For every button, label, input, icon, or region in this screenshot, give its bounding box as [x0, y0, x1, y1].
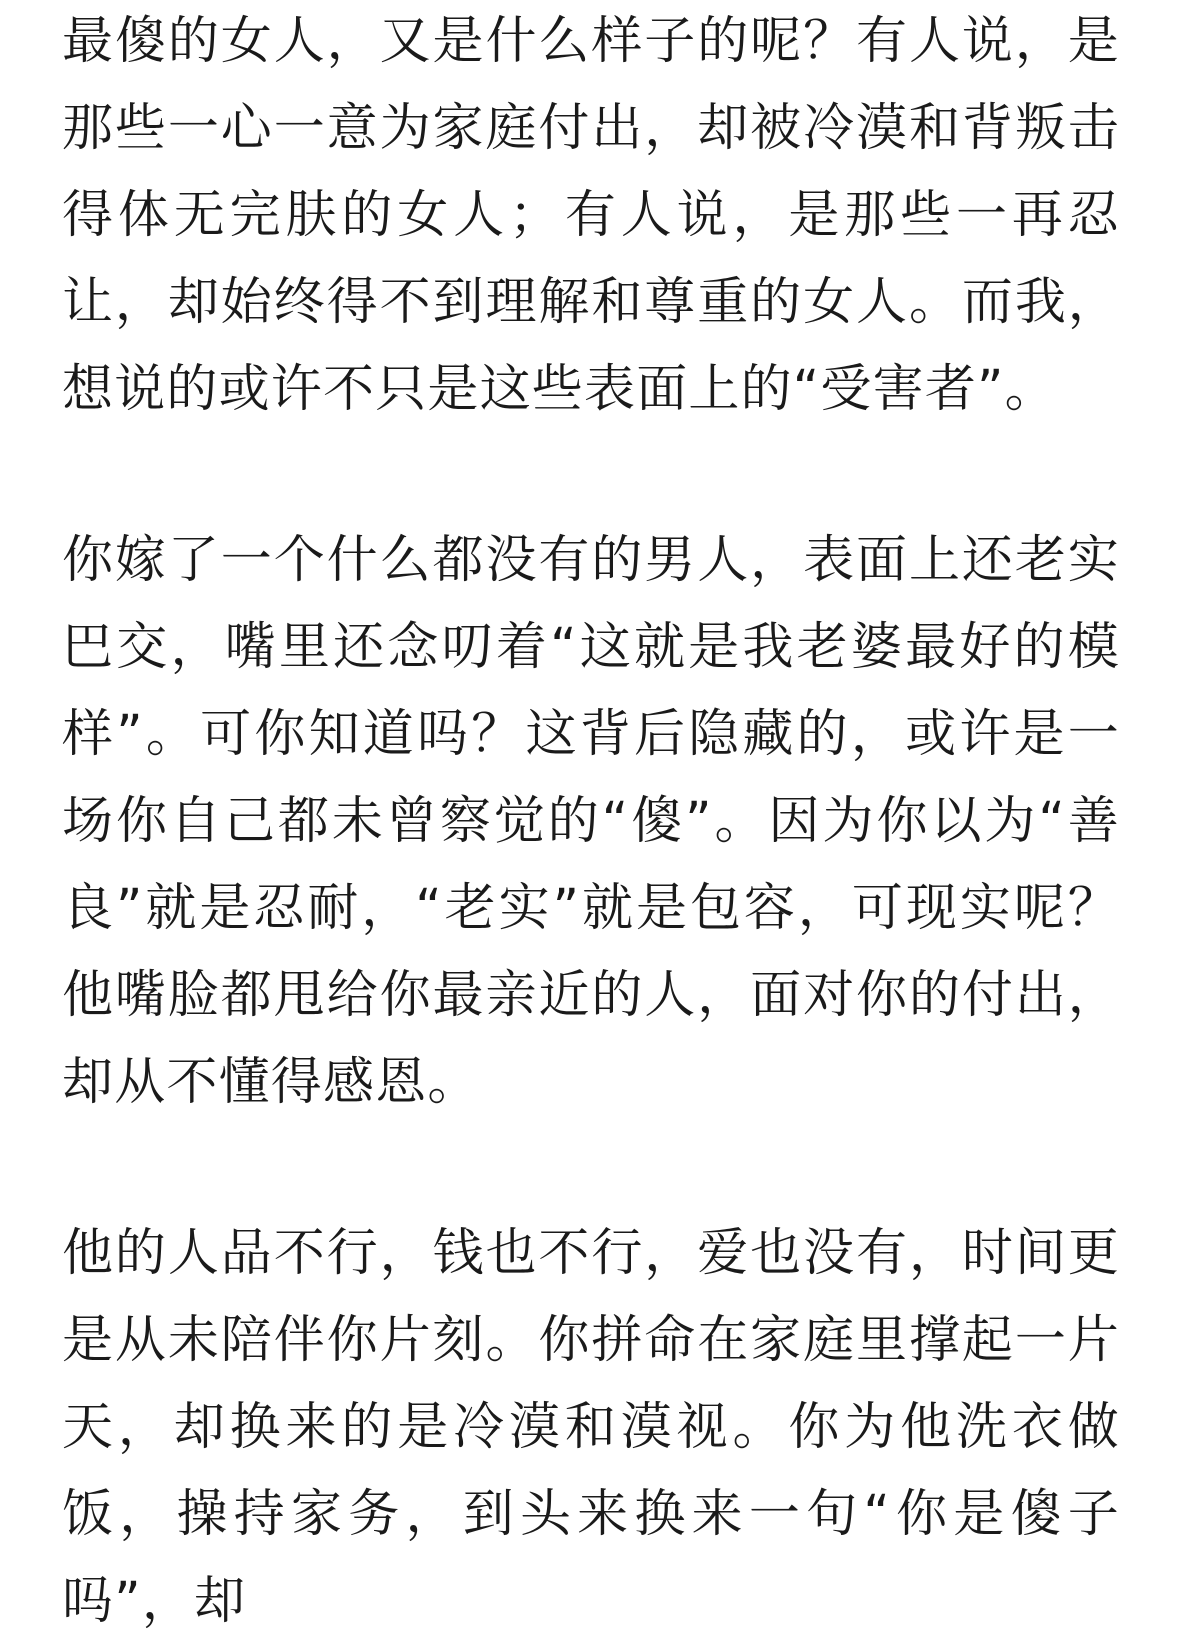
paragraph-3: 他的人品不行，钱也不行，爱也没有，时间更是从未陪伴你片刻。你拼命在家庭里撑起一片天，却换来的是冷漠和漠视。你为他洗衣做饭，操持家务，到头来换来一句“你是傻子吗”，却 — [62, 1224, 1120, 1631]
paragraph-1: 最傻的女人，又是什么样子的呢？有人说，是那些一心一意为家庭付出，却被冷漠和背叛击得体无完肤的女人；有人说，是那些一再忍让，却始终得不到理解和尊重的女人。而我，想说的或许不只是这些表面上的“受害者”。 — [62, 12, 1120, 419]
article-body — [62, 0, 1120, 1645]
paragraph-2: 你嫁了一个什么都没有的男人，表面上还老实巴交，嘴里还念叨着“这就是我老婆最好的模样”。可你知道吗？这背后隐藏的，或许是一场你自己都未曾察觉的“傻”。因为你以为“善良”就是忍耐，“老实”就是包容，可现实呢？他嘴脸都甩给你最亲近的人，面对你的付出，却从不懂得感恩。 — [62, 531, 1120, 1112]
